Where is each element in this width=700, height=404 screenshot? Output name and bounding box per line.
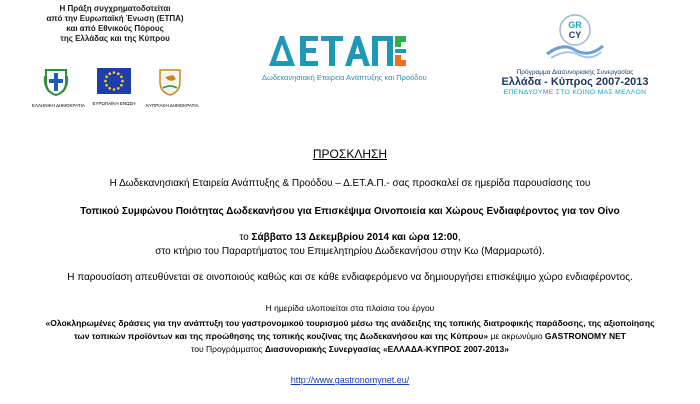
eu-flag-icon [97, 68, 131, 94]
cofinancing-text [40, 4, 190, 44]
project-title-line: «Ολοκληρωμένες δράσεις για την ανάπτυξη του γαστρονομικού τουρισμού μέσω της ανάδειξης της τοπικής διατροφικής παράδοσης, της αξιοποίησης [45, 318, 655, 328]
date-prefix: το [239, 232, 252, 243]
badge-cy: CY [568, 30, 582, 40]
audience-line: Η παρουσίαση απευθύνεται σε οινοποιούς καθώς και σε κάθε ενδιαφερόμενο να δημιουργήσει επισκέψιμο χώρο ενδιαφέροντος. [67, 272, 633, 283]
detap-logo [262, 32, 432, 82]
intro-line: Η Δωδεκανησιακή Εταιρεία Ανάπτυξης & Προόδου – Δ.ΕΤ.Α.Π.- σας προσκαλεί σε ημερίδα παρουσίασης του [109, 178, 591, 189]
acronym-prefix: με ακρωνύμιο [488, 331, 545, 341]
flag-caption: ΕΥΡΩΠΑΪΚΗ ΕΝΩΣΗ [92, 101, 136, 106]
gr-cy-badge-icon [545, 12, 605, 62]
program-line [0, 344, 700, 355]
url-line [0, 374, 700, 387]
detap-subtitle: Δωδεκανησιακή Εταιρεία Ανάπτυξης και Προόδου [262, 73, 427, 82]
cofinancing-line: της Ελλάδας και της Κύπρου [60, 34, 170, 43]
badge-gr: GR [568, 20, 582, 30]
program-label: Πρόγραμμα Διασυνοριακής Συνεργασίας [516, 69, 634, 76]
program-slogan: ΕΠΕΝΔΥΟΥΜΕ ΣΤΟ ΚΟΙΝΟ ΜΑΣ ΜΕΛΛΟΝ [503, 89, 647, 96]
cyprus-emblem-icon [157, 68, 183, 96]
project-acronym-line [0, 331, 700, 342]
greek-emblem-icon [43, 68, 69, 96]
cofinancing-line: και από Εθνικούς Πόρους [66, 24, 164, 33]
detap-logo-icon [267, 32, 407, 70]
cofinancing-line: από την Ευρωπαϊκή Ένωση (ΕΤΠΑ) [46, 14, 184, 23]
program-name: Διασυνοριακής Συνεργασίας «ΕΛΛΑΔΑ-ΚΥΠΡΟΣ 2007-2013» [264, 344, 509, 354]
date-suffix: , [457, 232, 461, 243]
subject-line: Τοπικού Συμφώνου Ποιότητας Δωδεκανήσου για Επισκέψιμα Οινοποιεία και Χώρους Ενδιαφέροντος για τον Οίνο [80, 206, 620, 217]
greek-republic-logo [32, 68, 85, 109]
project-title-cont: των τοπικών προϊόντων και της προώθησης της τοπικής κουζίνας της Δωδεκανήσου και της Κύπρου» [73, 331, 489, 341]
program-prefix: του Προγράμματος [191, 344, 265, 354]
date-line [0, 232, 700, 244]
cofinancing-line: Η Πράξη συγχρηματοδοτείται [59, 4, 171, 13]
eu-logo [90, 68, 138, 107]
program-title: Ελλάδα - Κύπρος 2007-2013 [501, 76, 649, 88]
project-acronym: GASTRONOMY NET [544, 331, 626, 341]
flag-caption: ΚΥΠΡΙΑΚΗ ΔΗΜΟΚΡΑΤΙΑ [146, 103, 199, 108]
cyprus-republic-logo [146, 68, 199, 109]
flag-caption: ΕΛΛΗΝΙΚΗ ΔΗΜΟΚΡΑΤΙΑ [32, 103, 85, 108]
venue-line: στο κτήριο του Παραρτήματος του Επιμελητηρίου Δωδεκανήσου στην Κω (Μαρμαρωτό). [155, 246, 545, 257]
event-date: Σάββατο 13 Δεκεμβρίου 2014 και ώρα 12:00 [251, 232, 458, 243]
context-line: Η ημερίδα υλοποιείται στα πλαίσια του έργου [265, 303, 435, 313]
invitation-heading: ΠΡΟΣΚΛΗΣΗ [312, 147, 388, 161]
project-website-link[interactable]: http://www.gastronomynet.eu/ [290, 375, 410, 385]
program-logo [500, 12, 650, 96]
